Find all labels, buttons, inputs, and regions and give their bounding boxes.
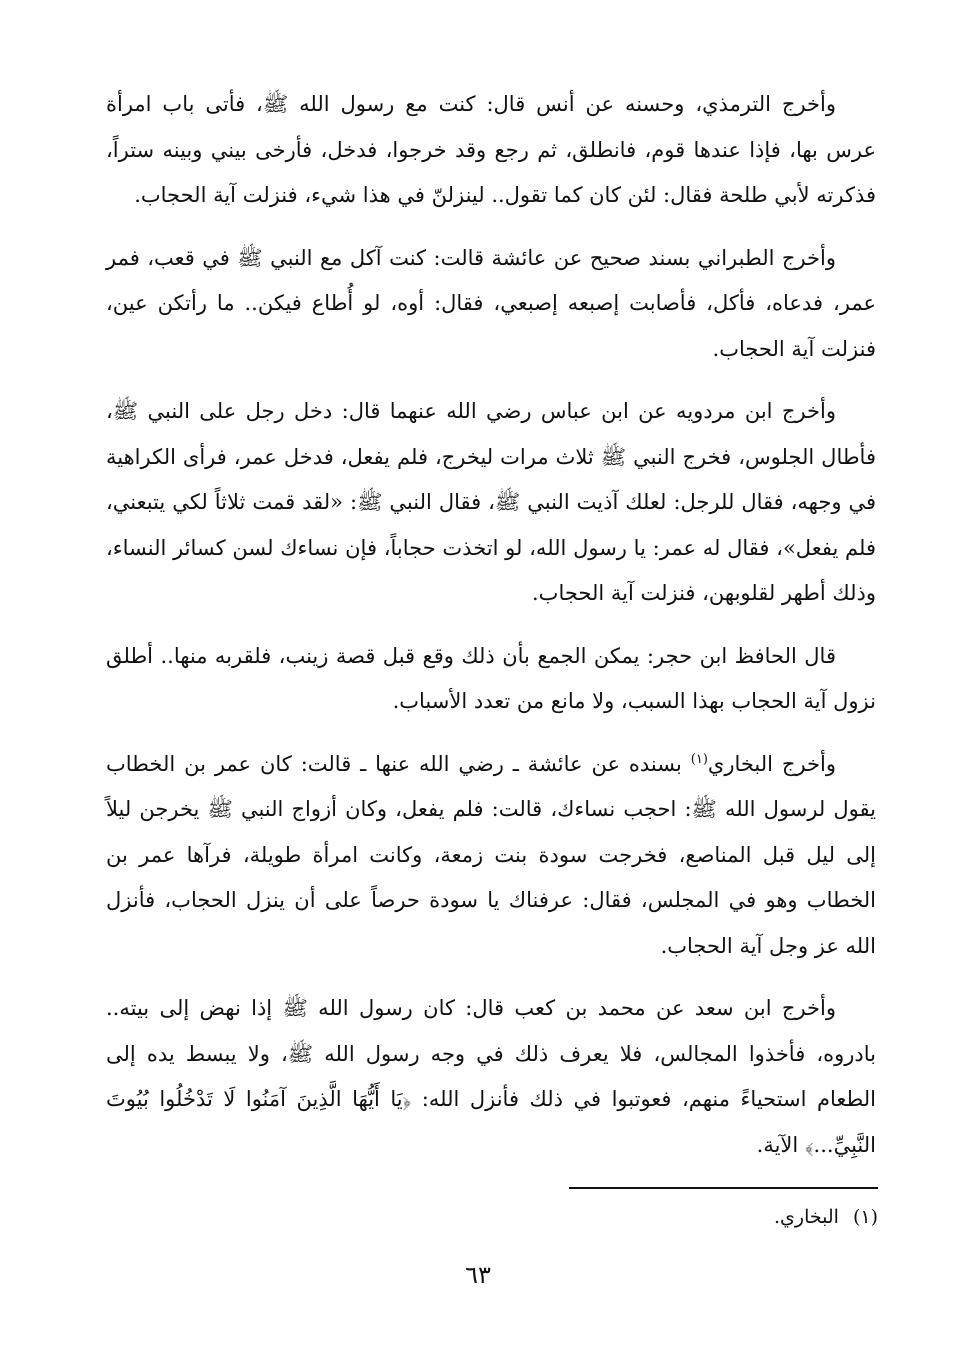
paragraph-bukhari xyxy=(106,742,876,970)
footnote xyxy=(560,1202,878,1232)
paragraph-tabarani: وأخرج الطبراني بسند صحيح عن عائشة قالت: كنت آكل مع النبي ﷺ في قعب، فمر عمر، فدعاه، فأكل، فأصابت إصبعه إصبعي، فقال: أوه، لو أُطاع فيكن.. ما رأتكن عين، فنزلت آية الحجاب. xyxy=(106,245,876,361)
footnote-reference[interactable]: (١) xyxy=(690,751,708,767)
page-number: ٦٣ xyxy=(465,1261,491,1289)
paragraph-ibn-saad: وأخرج ابن سعد عن محمد بن كعب قال: كان رسول الله ﷺ إذا نهض إلى بيته.. بادروه، فأخذوا المجالس، فلا يعرف ذلك في وجه رسول الله ﷺ، ولا يبسط يده إلى الطعام استحياءً منهم، فعوتبوا في ذلك فأنزل الله: ﴿يَا أَيُّهَا الَّذِينَ آمَنُوا لَا تَدْخُلُوا بُيُوتَ النَّبِيِّ...﴾ الآية. xyxy=(106,996,876,1157)
footnote-number: (١) xyxy=(852,1206,878,1228)
bukhari-body: بسنده عن عائشة ـ رضي الله عنها ـ قالت: كان عمر بن الخطاب يقول لرسول الله ﷺ: احجب نساءك، قالت: فلم يفعل، وكان أزواج النبي ﷺ يخرجن ليلاً إلى ليل قبل المناصع، فخرجت سودة بنت زمعة، وكانت امرأة طويلة، فرآها عمر بن الخطاب وهو في المجلس، فقال: عرفناك يا سودة حرصاً على أن ينزل الحجاب، فأنزل الله عز وجل آية الحجاب. xyxy=(106,751,876,958)
paragraph-tirmidhi: وأخرج الترمذي، وحسنه عن أنس قال: كنت مع رسول الله ﷺ، فأتى باب امرأة عرس بها، فإذا عندها قوم، فانطلق، ثم رجع وقد خرجوا، فدخل، فأرخى بيني وبينه ستراً، فذكرته لأبي طلحة فقال: لئن كان كما تقول.. لينزلنّ في هذا شيء، فنزلت آية الحجاب. xyxy=(106,92,876,207)
footnote-divider xyxy=(569,1187,878,1189)
bukhari-lead: وأخرج البخاري xyxy=(707,751,836,776)
main-text xyxy=(106,82,876,1185)
paragraph-ibn-mardawayh: وأخرج ابن مردويه عن ابن عباس رضي الله عنهما قال: دخل رجل على النبي ﷺ، فأطال الجلوس، فخرج النبي ﷺ ثلاث مرات ليخرج، فلم يفعل، فدخل عمر، فرأى الكراهية في وجهه، فقال للرجل: لعلك آذيت النبي ﷺ، فقال النبي ﷺ: «لقد قمت ثلاثاً لكي يتبعني، فلم يفعل»، فقال له عمر: يا رسول الله، لو اتخذت حجاباً، فإن نساءك لسن كسائر النساء، وذلك أطهر لقلوبهن، فنزلت آية الحجاب. xyxy=(106,399,877,605)
footnote-text: البخاري. xyxy=(773,1206,839,1228)
paragraph-ibn-hajar: قال الحافظ ابن حجر: يمكن الجمع بأن ذلك وقع قبل قصة زينب، فلقربه منها.. أطلق نزول آية الحجاب بهذا السبب، ولا مانع من تعدد الأسباب. xyxy=(106,643,876,713)
